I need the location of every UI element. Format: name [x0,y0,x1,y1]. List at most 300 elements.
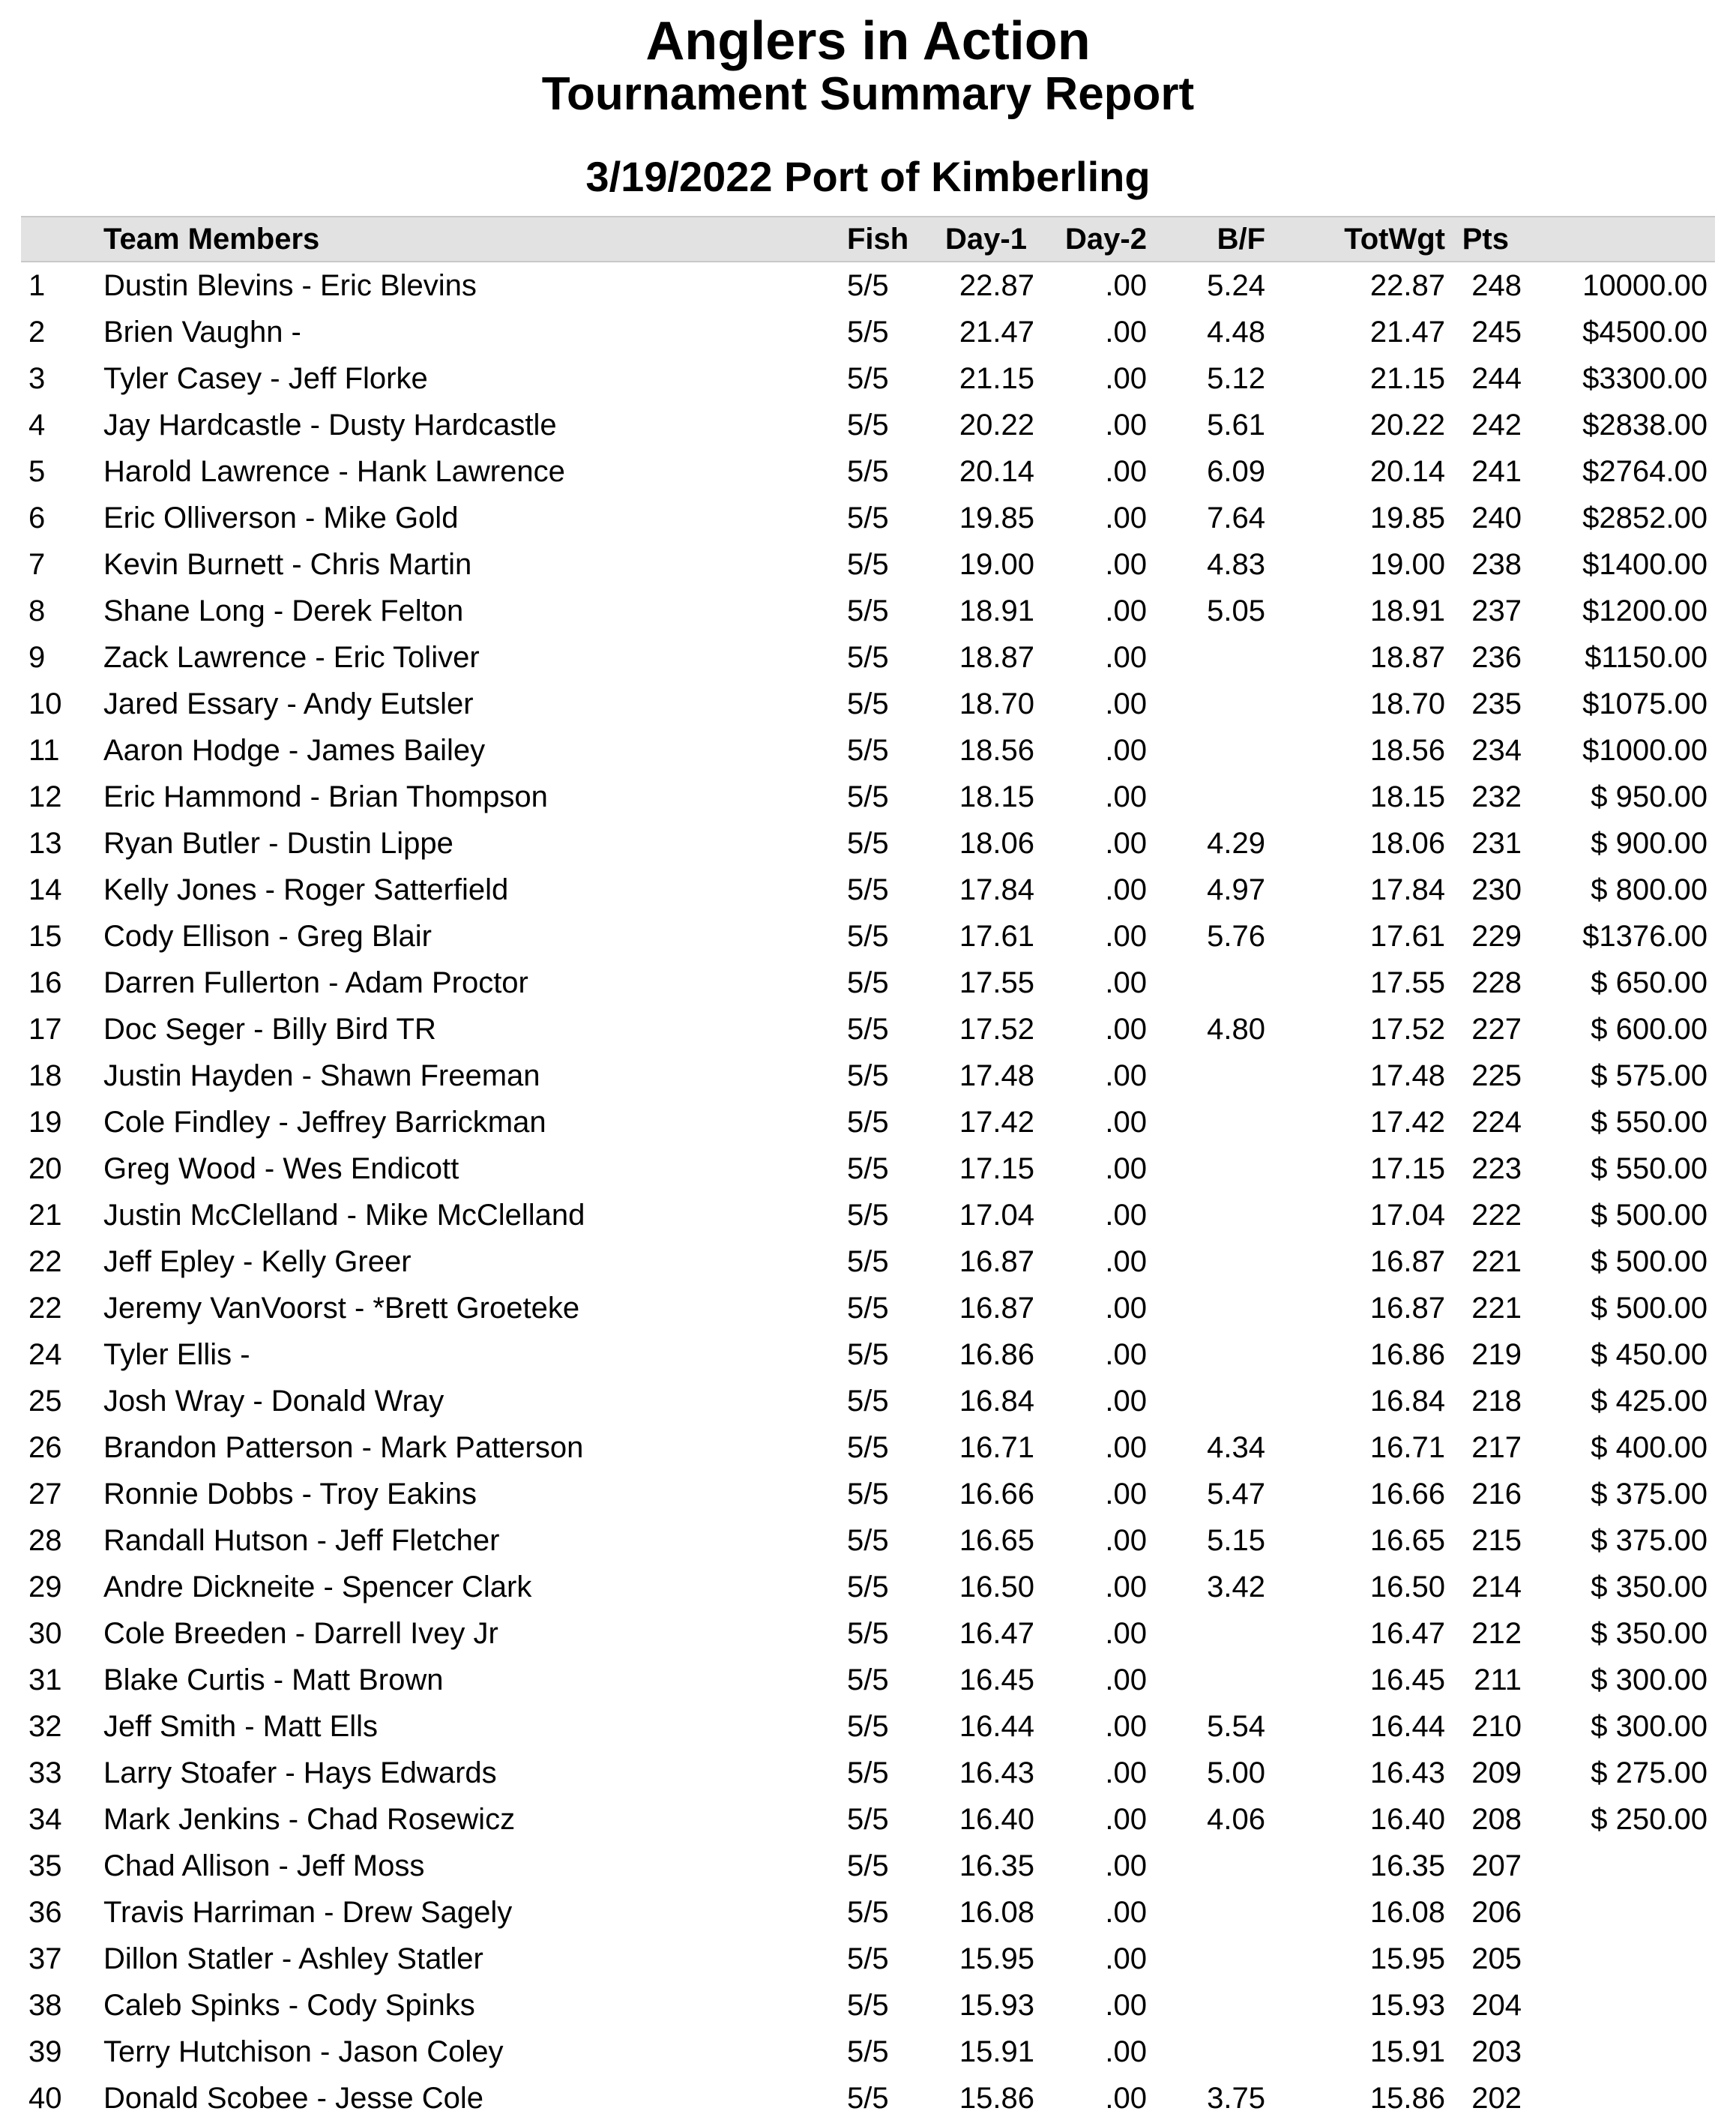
big-fish-cell: 6.09 [1207,455,1265,488]
place-cell: 14 [28,873,62,906]
day1-cell: 22.87 [959,269,1034,302]
place-cell: 32 [28,1710,62,1743]
payout-cell: $1200.00 [1582,594,1708,627]
total-weight-cell: 15.91 [1369,2035,1445,2068]
day1-cell: 17.42 [959,1106,1034,1139]
fish-cell: 5/5 [847,409,889,442]
day1-cell: 15.86 [959,2082,1034,2115]
table-row [21,448,1715,495]
payout-cell: $ 500.00 [1591,1292,1708,1325]
points-cell: 216 [1471,1478,1522,1511]
team-cell: Caleb Spinks - Cody Spinks [103,1989,475,2022]
place-cell: 22 [28,1292,62,1325]
total-weight-cell: 18.06 [1369,827,1445,860]
points-cell: 245 [1471,316,1522,349]
place-cell: 16 [28,966,62,999]
day1-cell: 15.91 [959,2035,1034,2068]
table-row [21,1750,1715,1796]
day2-cell: .00 [1105,269,1147,302]
payout-cell: $ 350.00 [1591,1617,1708,1650]
place-cell: 20 [28,1152,62,1185]
team-cell: Ronnie Dobbs - Troy Eakins [103,1478,477,1511]
fish-cell: 5/5 [847,316,889,349]
payout-cell: $ 275.00 [1591,1756,1708,1789]
day1-cell: 18.91 [959,594,1034,627]
table-row [21,1099,1715,1145]
payout-cell: $1075.00 [1582,687,1708,720]
team-cell: Blake Curtis - Matt Brown [103,1663,444,1696]
points-cell: 217 [1471,1431,1522,1464]
day1-cell: 16.47 [959,1617,1034,1650]
table-row [21,1564,1715,1610]
big-fish-cell: 5.00 [1207,1756,1265,1789]
day2-cell: .00 [1105,734,1147,767]
team-cell: Donald Scobee - Jesse Cole [103,2082,483,2115]
total-weight-cell: 16.86 [1369,1338,1445,1371]
fish-cell: 5/5 [847,641,889,674]
table-row [21,1006,1715,1053]
day1-cell: 16.71 [959,1431,1034,1464]
place-cell: 22 [28,1245,62,1278]
total-weight-cell: 17.04 [1369,1199,1445,1232]
day2-cell: .00 [1105,1803,1147,1836]
table-row [21,402,1715,448]
team-cell: Eric Olliverson - Mike Gold [103,502,459,534]
place-cell: 39 [28,2035,62,2068]
fish-cell: 5/5 [847,1152,889,1185]
place-cell: 3 [28,362,46,395]
day2-cell: .00 [1105,1106,1147,1139]
day2-cell: .00 [1105,1478,1147,1511]
points-cell: 207 [1471,1849,1522,1882]
total-weight-cell: 16.50 [1369,1571,1445,1603]
report-title: Tournament Summary Report [541,68,1195,120]
payout-cell: $ 500.00 [1591,1199,1708,1232]
points-cell: 202 [1471,2082,1522,2115]
total-weight-cell: 18.15 [1369,780,1445,813]
col-fish-header: Fish [847,223,909,256]
day1-cell: 16.35 [959,1849,1034,1882]
fish-cell: 5/5 [847,873,889,906]
total-weight-cell: 16.08 [1369,1896,1445,1929]
col-bf-header: B/F [1217,223,1265,256]
fish-cell: 5/5 [847,687,889,720]
total-weight-cell: 21.15 [1369,362,1445,395]
points-cell: 224 [1471,1106,1522,1139]
col-day1-header: Day-1 [945,223,1027,256]
day2-cell: .00 [1105,1338,1147,1371]
team-cell: Terry Hutchison - Jason Coley [103,2035,504,2068]
day2-cell: .00 [1105,1989,1147,2022]
table-row [21,262,1715,309]
payout-cell: 10000.00 [1582,269,1708,302]
total-weight-cell: 19.00 [1369,548,1445,581]
fish-cell: 5/5 [847,1431,889,1464]
day1-cell: 17.04 [959,1199,1034,1232]
total-weight-cell: 16.65 [1369,1524,1445,1557]
table-row [21,1610,1715,1657]
day2-cell: .00 [1105,1849,1147,1882]
table-row [21,1192,1715,1238]
points-cell: 204 [1471,1989,1522,2022]
day2-cell: .00 [1105,1663,1147,1696]
payout-cell: $ 650.00 [1591,966,1708,999]
day1-cell: 18.56 [959,734,1034,767]
place-cell: 18 [28,1059,62,1092]
fish-cell: 5/5 [847,1849,889,1882]
day2-cell: .00 [1105,362,1147,395]
total-weight-cell: 20.22 [1369,409,1445,442]
points-cell: 232 [1471,780,1522,813]
points-cell: 231 [1471,827,1522,860]
place-cell: 24 [28,1338,62,1371]
team-cell: Zack Lawrence - Eric Toliver [103,641,480,674]
total-weight-cell: 17.42 [1369,1106,1445,1139]
day2-cell: .00 [1105,455,1147,488]
place-cell: 36 [28,1896,62,1929]
table-header [21,216,1715,262]
team-cell: Jay Hardcastle - Dusty Hardcastle [103,409,557,442]
fish-cell: 5/5 [847,1245,889,1278]
total-weight-cell: 16.44 [1369,1710,1445,1743]
team-cell: Randall Hutson - Jeff Fletcher [103,1524,500,1557]
fish-cell: 5/5 [847,1710,889,1743]
day1-cell: 16.40 [959,1803,1034,1836]
payout-cell: $1000.00 [1582,734,1708,767]
payout-cell: $2764.00 [1582,455,1708,488]
place-cell: 30 [28,1617,62,1650]
points-cell: 240 [1471,502,1522,534]
place-cell: 25 [28,1385,62,1418]
place-cell: 28 [28,1524,62,1557]
table-row [21,1471,1715,1517]
total-weight-cell: 16.35 [1369,1849,1445,1882]
points-cell: 230 [1471,873,1522,906]
total-weight-cell: 21.47 [1369,316,1445,349]
team-cell: Josh Wray - Donald Wray [103,1385,444,1418]
day1-cell: 16.87 [959,1292,1034,1325]
place-cell: 7 [28,548,46,581]
total-weight-cell: 15.86 [1369,2082,1445,2115]
day2-cell: .00 [1105,548,1147,581]
day2-cell: .00 [1105,409,1147,442]
team-cell: Tyler Ellis - [103,1338,250,1371]
team-cell: Aaron Hodge - James Bailey [103,734,486,767]
points-cell: 208 [1471,1803,1522,1836]
col-team-header: Team Members [103,223,320,256]
points-cell: 209 [1471,1756,1522,1789]
day1-cell: 20.14 [959,455,1034,488]
points-cell: 211 [1474,1663,1522,1696]
day2-cell: .00 [1105,1710,1147,1743]
payout-cell: $ 800.00 [1591,873,1708,906]
payout-cell: $2852.00 [1582,502,1708,534]
day2-cell: .00 [1105,1059,1147,1092]
team-cell: Doc Seger - Billy Bird TR [103,1013,436,1046]
total-weight-cell: 17.55 [1369,966,1445,999]
table-row [21,1331,1715,1378]
col-day2-header: Day-2 [1065,223,1147,256]
table-row [21,2075,1715,2122]
points-cell: 205 [1471,1942,1522,1975]
day2-cell: .00 [1105,966,1147,999]
day1-cell: 16.08 [959,1896,1034,1929]
place-cell: 2 [28,316,46,349]
table-row [21,960,1715,1006]
day1-cell: 15.95 [959,1942,1034,1975]
total-weight-cell: 16.45 [1369,1663,1445,1696]
day2-cell: .00 [1105,780,1147,813]
payout-cell: $ 425.00 [1591,1385,1708,1418]
table-row [21,1936,1715,1982]
total-weight-cell: 18.56 [1369,734,1445,767]
total-weight-cell: 20.14 [1369,455,1445,488]
day2-cell: .00 [1105,502,1147,534]
big-fish-cell: 5.54 [1207,1710,1265,1743]
team-cell: Shane Long - Derek Felton [103,594,464,627]
total-weight-cell: 15.93 [1369,1989,1445,2022]
place-cell: 21 [28,1199,62,1232]
col-pts-header: Pts [1462,223,1509,256]
fish-cell: 5/5 [847,1385,889,1418]
day1-cell: 21.15 [959,362,1034,395]
day1-cell: 18.15 [959,780,1034,813]
points-cell: 203 [1471,2035,1522,2068]
team-cell: Greg Wood - Wes Endicott [103,1152,459,1185]
day1-cell: 16.86 [959,1338,1034,1371]
team-cell: Cole Breeden - Darrell Ivey Jr [103,1617,498,1650]
total-weight-cell: 19.85 [1369,502,1445,534]
payout-cell: $ 375.00 [1591,1478,1708,1511]
fish-cell: 5/5 [847,1617,889,1650]
place-cell: 11 [28,734,60,767]
table-row [21,588,1715,634]
points-cell: 221 [1471,1245,1522,1278]
place-cell: 26 [28,1431,62,1464]
big-fish-cell: 4.48 [1207,316,1265,349]
day1-cell: 15.93 [959,1989,1034,2022]
payout-cell: $ 350.00 [1591,1571,1708,1603]
day2-cell: .00 [1105,594,1147,627]
place-cell: 34 [28,1803,62,1836]
fish-cell: 5/5 [847,2082,889,2115]
payout-cell: $1400.00 [1582,548,1708,581]
points-cell: 223 [1471,1152,1522,1185]
team-cell: Ryan Butler - Dustin Lippe [103,827,453,860]
payout-cell: $ 400.00 [1591,1431,1708,1464]
total-weight-cell: 16.66 [1369,1478,1445,1511]
place-cell: 19 [28,1106,62,1139]
points-cell: 221 [1471,1292,1522,1325]
points-cell: 237 [1471,594,1522,627]
payout-cell: $1376.00 [1582,920,1708,953]
place-cell: 40 [28,2082,62,2115]
payout-cell: $ 300.00 [1591,1663,1708,1696]
payout-cell: $ 450.00 [1591,1338,1708,1371]
day1-cell: 17.52 [959,1013,1034,1046]
payout-cell: $1150.00 [1585,641,1708,674]
col-totwgt-header: TotWgt [1344,223,1445,256]
place-cell: 12 [28,780,62,813]
table-row [21,1843,1715,1889]
points-cell: 228 [1471,966,1522,999]
total-weight-cell: 16.71 [1369,1431,1445,1464]
payout-cell: $ 900.00 [1591,827,1708,860]
day2-cell: .00 [1105,2035,1147,2068]
team-cell: Brandon Patterson - Mark Patterson [103,1431,584,1464]
payout-cell: $ 375.00 [1591,1524,1708,1557]
big-fish-cell: 7.64 [1207,502,1265,534]
total-weight-cell: 16.43 [1369,1756,1445,1789]
day2-cell: .00 [1105,920,1147,953]
team-cell: Dustin Blevins - Eric Blevins [103,269,477,302]
place-cell: 4 [28,409,46,442]
payout-cell: $ 250.00 [1591,1803,1708,1836]
team-cell: Justin McClelland - Mike McClelland [103,1199,585,1232]
fish-cell: 5/5 [847,502,889,534]
table-row [21,1657,1715,1703]
total-weight-cell: 16.40 [1369,1803,1445,1836]
day2-cell: .00 [1105,1199,1147,1232]
points-cell: 219 [1471,1338,1522,1371]
team-cell: Kelly Jones - Roger Satterfield [103,873,509,906]
table-row [21,913,1715,960]
table-row [21,634,1715,681]
day2-cell: .00 [1105,1571,1147,1603]
place-cell: 17 [28,1013,62,1046]
results-table [21,216,1715,2122]
team-cell: Justin Hayden - Shawn Freeman [103,1059,540,1092]
payout-cell: $ 500.00 [1591,1245,1708,1278]
total-weight-cell: 17.48 [1369,1059,1445,1092]
table-row [21,309,1715,355]
fish-cell: 5/5 [847,1989,889,2022]
place-cell: 6 [28,502,46,534]
points-cell: 234 [1471,734,1522,767]
fish-cell: 5/5 [847,362,889,395]
day2-cell: .00 [1105,873,1147,906]
big-fish-cell: 5.05 [1207,594,1265,627]
day2-cell: .00 [1105,1245,1147,1278]
table-row [21,495,1715,541]
points-cell: 215 [1471,1524,1522,1557]
day2-cell: .00 [1105,1896,1147,1929]
day2-cell: .00 [1105,1942,1147,1975]
day2-cell: .00 [1105,641,1147,674]
day2-cell: .00 [1105,1385,1147,1418]
fish-cell: 5/5 [847,1663,889,1696]
team-cell: Larry Stoafer - Hays Edwards [103,1756,497,1789]
fish-cell: 5/5 [847,1059,889,1092]
day2-cell: .00 [1105,316,1147,349]
fish-cell: 5/5 [847,734,889,767]
points-cell: 236 [1471,641,1522,674]
big-fish-cell: 4.80 [1207,1013,1265,1046]
fish-cell: 5/5 [847,1524,889,1557]
fish-cell: 5/5 [847,1571,889,1603]
table-row [21,1378,1715,1424]
day1-cell: 18.70 [959,687,1034,720]
place-cell: 37 [28,1942,62,1975]
payout-cell: $ 950.00 [1591,780,1708,813]
table-row [21,1889,1715,1936]
big-fish-cell: 4.06 [1207,1803,1265,1836]
table-row [21,820,1715,867]
day2-cell: .00 [1105,2082,1147,2115]
fish-cell: 5/5 [847,966,889,999]
day1-cell: 17.48 [959,1059,1034,1092]
total-weight-cell: 16.84 [1369,1385,1445,1418]
table-row [21,1053,1715,1099]
fish-cell: 5/5 [847,2035,889,2068]
day1-cell: 19.85 [959,502,1034,534]
place-cell: 13 [28,827,62,860]
fish-cell: 5/5 [847,594,889,627]
fish-cell: 5/5 [847,920,889,953]
points-cell: 241 [1471,455,1522,488]
day1-cell: 16.65 [959,1524,1034,1557]
big-fish-cell: 3.75 [1207,2082,1265,2115]
place-cell: 35 [28,1849,62,1882]
day2-cell: .00 [1105,1524,1147,1557]
total-weight-cell: 16.87 [1369,1292,1445,1325]
team-cell: Brien Vaughn - [103,316,301,349]
day1-cell: 17.61 [959,920,1034,953]
payout-cell: $3300.00 [1582,362,1708,395]
points-cell: 238 [1471,548,1522,581]
day1-cell: 16.66 [959,1478,1034,1511]
total-weight-cell: 17.52 [1369,1013,1445,1046]
event-title: 3/19/2022 Port of Kimberling [585,153,1151,200]
payout-cell: $2838.00 [1582,409,1708,442]
big-fish-cell: 4.29 [1207,827,1265,860]
fish-cell: 5/5 [847,1199,889,1232]
fish-cell: 5/5 [847,1803,889,1836]
team-cell: Jeremy VanVoorst - *Brett Groeteke [103,1292,580,1325]
table-row [21,355,1715,402]
day1-cell: 18.06 [959,827,1034,860]
big-fish-cell: 5.12 [1207,362,1265,395]
team-cell: Cole Findley - Jeffrey Barrickman [103,1106,546,1139]
day1-cell: 16.45 [959,1663,1034,1696]
points-cell: 229 [1471,920,1522,953]
total-weight-cell: 17.61 [1369,920,1445,953]
total-weight-cell: 15.95 [1369,1942,1445,1975]
table-body [21,262,1715,2122]
points-cell: 218 [1471,1385,1522,1418]
team-cell: Kevin Burnett - Chris Martin [103,548,472,581]
table-row [21,1703,1715,1750]
points-cell: 242 [1471,409,1522,442]
place-cell: 33 [28,1756,62,1789]
payout-cell: $ 550.00 [1591,1152,1708,1185]
table-row [21,2029,1715,2075]
points-cell: 244 [1471,362,1522,395]
fish-cell: 5/5 [847,269,889,302]
table-row [21,727,1715,774]
place-cell: 9 [28,641,46,674]
day2-cell: .00 [1105,1013,1147,1046]
day1-cell: 16.87 [959,1245,1034,1278]
points-cell: 222 [1471,1199,1522,1232]
team-cell: Jeff Epley - Kelly Greer [103,1245,412,1278]
fish-cell: 5/5 [847,780,889,813]
team-cell: Jeff Smith - Matt Ells [103,1710,379,1743]
day1-cell: 20.22 [959,409,1034,442]
table-row [21,1145,1715,1192]
day1-cell: 21.47 [959,316,1034,349]
points-cell: 210 [1471,1710,1522,1743]
